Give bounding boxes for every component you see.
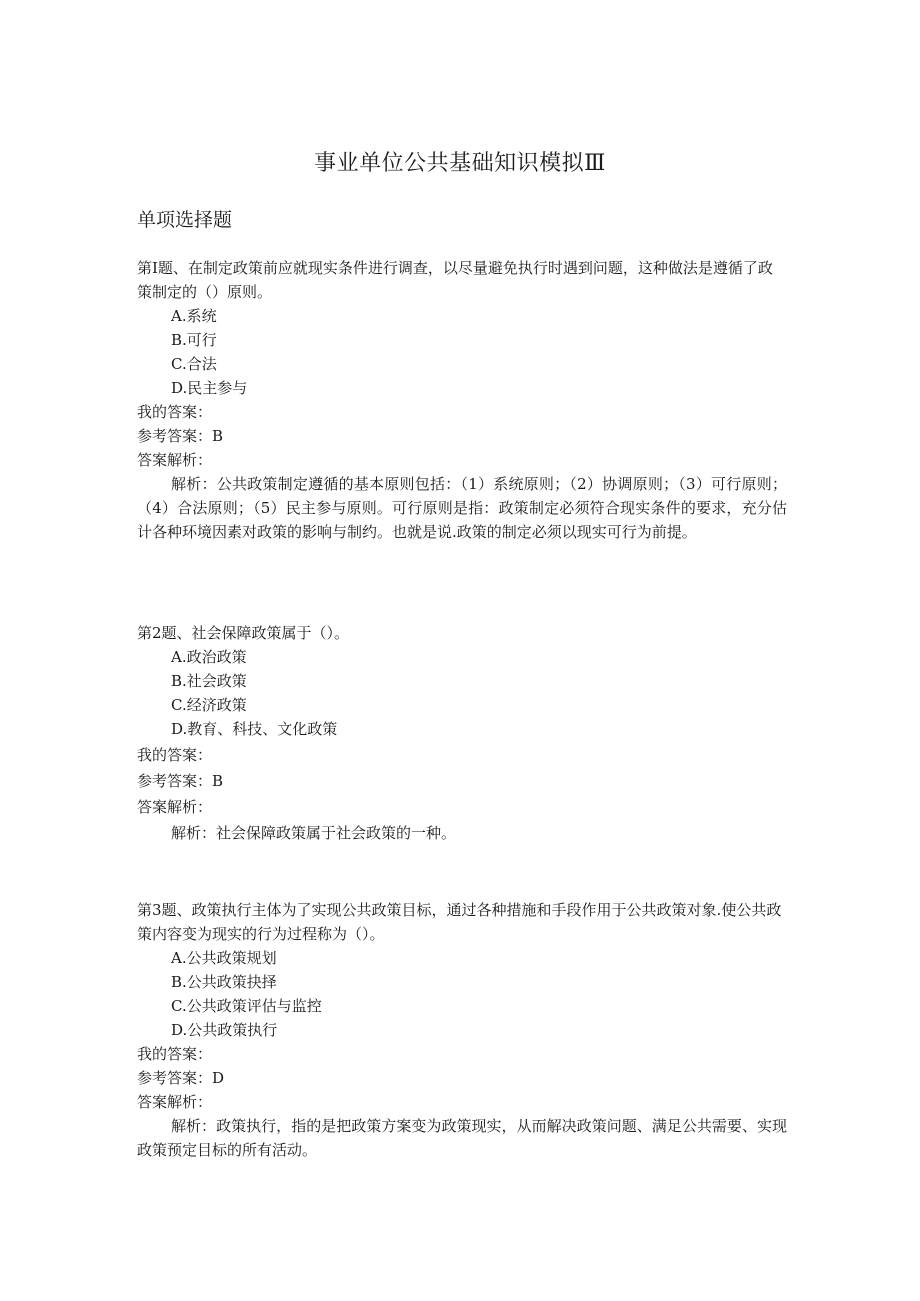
analysis-text: 解析：社会保障政策属于社会政策的一种。 <box>171 824 457 842</box>
question-stem: 第2题、社会保障政策属于（）。 <box>137 624 350 642</box>
my-answer-label: 我的答案： <box>137 746 213 764</box>
option-a: A.公共政策规划 <box>171 949 277 967</box>
analysis-text: 解析：政策执行，指的是把政策方案变为政策现实，从而解决政策问题、满足公共需要、实现政策预定目标的所有活动。 <box>137 1117 787 1159</box>
document-title: 事业单位公共基础知识模拟Ⅲ <box>314 151 606 176</box>
analysis-label: 答案解析： <box>137 1093 213 1111</box>
reference-answer: 参考答案：B <box>137 772 224 790</box>
question-stem: 第3题、政策执行主体为了实现公共政策目标，通过各种措施和手段作用于公共政策对象.使公共政策内容变为现实的行为过程称为（）。 <box>137 901 782 943</box>
question-2 <box>137 621 787 845</box>
option-b: B.可行 <box>171 331 217 349</box>
option-a: A.政治政策 <box>171 648 247 666</box>
option-list <box>137 645 787 741</box>
option-list <box>137 946 787 1042</box>
option-d: D.教育、科技、文化政策 <box>171 720 338 738</box>
option-c: C.经济政策 <box>171 696 247 714</box>
option-c: C.公共政策评估与监控 <box>171 997 322 1015</box>
option-d: D.民主参与 <box>171 379 248 397</box>
my-answer-label: 我的答案： <box>137 1045 213 1063</box>
question-3 <box>137 898 787 1162</box>
option-b: B.公共政策抉择 <box>171 973 277 991</box>
analysis-text: 解析：公共政策制定遵循的基本原则包括：（1）系统原则；（2）协调原则；（3）可行原则；（4）合法原则；（5）民主参与原则。可行原则是指：政策制定必须符合现实条件的要求，充分估计各种环境因素对政策的影响与制约。也就是说.政策的制定必须以现实可行为前提。 <box>137 475 787 541</box>
option-list <box>137 304 787 400</box>
reference-answer: 参考答案：B <box>137 427 224 445</box>
analysis-label: 答案解析： <box>137 451 213 469</box>
analysis-label: 答案解析： <box>137 798 213 816</box>
question-1 <box>137 256 787 544</box>
option-d: D.公共政策执行 <box>171 1021 278 1039</box>
option-a: A.系统 <box>171 307 217 325</box>
option-b: B.社会政策 <box>171 672 247 690</box>
my-answer-label: 我的答案： <box>137 403 213 421</box>
question-stem: 第Ⅰ题、在制定政策前应就现实条件进行调查，以尽量避免执行时遇到问题，这种做法是遵循了政策制定的（）原则。 <box>137 259 773 301</box>
reference-answer: 参考答案：D <box>137 1069 225 1087</box>
section-title: 单项选择题 <box>137 209 233 231</box>
option-c: C.合法 <box>171 355 217 373</box>
